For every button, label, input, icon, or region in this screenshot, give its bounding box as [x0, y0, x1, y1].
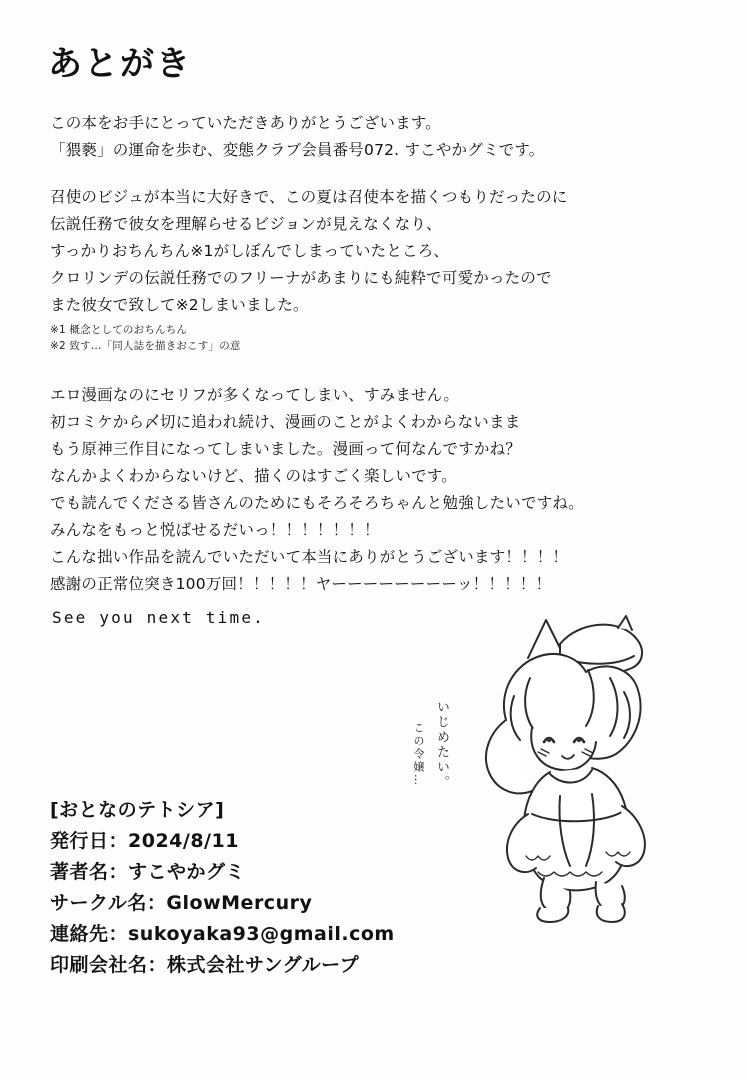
text-line: もう原神三作目になってしまいました。漫画って何なんですかね？: [50, 440, 522, 458]
character-illustration: [410, 600, 710, 930]
text-line: 伝説任務で彼女を理解らせるビジョンが見えなくなり、: [50, 215, 442, 233]
handwritten-note-1: いじめたい。: [434, 700, 449, 790]
paragraph-closing: [50, 382, 710, 598]
paragraph-intro: [50, 110, 710, 164]
text-line: クロリンデの伝説任務でのフリーナがあまりにも純粋で可愛かったので: [50, 269, 552, 287]
text-line: この本をお手にとっていただきありがとうございます。: [50, 114, 441, 132]
text-line: なんかよくわからないけど、描くのはすごく楽しいです。: [50, 467, 457, 485]
colophon-title: [おとなのテトシア]: [50, 799, 225, 821]
handwritten-note-2: この令嬢…: [412, 722, 425, 787]
colophon-printer: 印刷会社名：株式会社サングループ: [50, 954, 360, 976]
text-line: こんな拙い作品を読んでいただいて本当にありがとうございます！！！！: [50, 548, 569, 566]
colophon-contact: 連絡先：sukoyaka93@gmail.com: [50, 923, 395, 945]
text-line: でも読んでくださる皆さんのためにもそろそろちゃんと勉強したいですね。: [50, 494, 584, 512]
text-line: 召使のビジュが本当に大好きで、この夏は召使本を描くつもりだったのに: [50, 188, 568, 206]
paragraph-story: [50, 184, 710, 319]
text-line: また彼女で致して※2しまいました。: [50, 296, 309, 314]
text-line: すっかりおちんちん※1がしぼんでしまっていたところ、: [50, 242, 450, 260]
colophon: [50, 795, 395, 981]
page-title: あとがき: [48, 44, 192, 84]
text-line: 感謝の正常位突き100万回！！！！！ヤーーーーーーーーッ！！！！！: [50, 575, 552, 593]
footnotes: [50, 322, 710, 354]
text-line: エロ漫画なのにセリフが多くなってしまい、すみません。: [50, 386, 460, 404]
colophon-author: 著者名：すこやかグミ: [50, 861, 246, 883]
footnote-1: ※1 概念としてのおちんちん: [50, 324, 188, 336]
colophon-publish-date: 発行日：2024/8/11: [50, 830, 239, 852]
colophon-circle: サークル名：GlowMercury: [50, 892, 313, 914]
text-line: 「猥褻」の運命を歩む、変態クラブ会員番号072. すこやかグミです。: [50, 141, 545, 159]
text-line: みんなをもっと悦ばせるだいっ！！！！！！！: [50, 521, 380, 539]
footnote-2: ※2 致す…「同人誌を描きおこす」の意: [50, 340, 241, 352]
signoff-text: See you next time.: [52, 608, 265, 627]
text-line: 初コミケから〆切に追われ続け、漫画のことがよくわからないまま: [50, 413, 521, 431]
